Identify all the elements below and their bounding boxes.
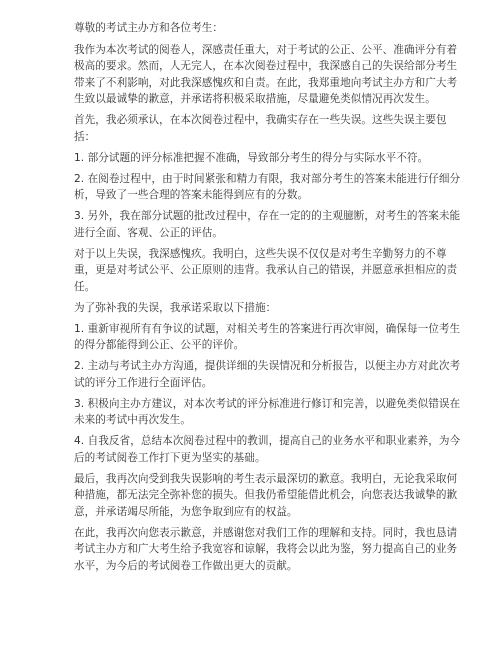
mistake-item-1: 1. 部分试题的评分标准把握不准确，导致部分考生的得分与实际水平不符。 — [74, 151, 429, 164]
paragraph-closing: 在此，我再次向您表示歉意，并感谢您对我们工作的理解和支持。同时，我也恳请考试主办方和广大考生给予我宽容和谅解，我将会以此为鉴，努力提高自己的业务水平，为今后的考试阅卷工作做出更大的贡献。 — [74, 526, 458, 572]
mistake-item-3: 3. 另外，我在部分试题的批改过程中，存在一定的的主观臆断，对考生的答案未能进行全面、客观、公正的评估。 — [74, 210, 461, 239]
paragraph-measures-intro: 为了弥补我的失误，我承诺采取以下措施： — [74, 301, 277, 314]
paragraph-intro: 我作为本次考试的阅卷人，深感责任重大，对于考试的公正、公平、准确评分有着极高的要求。然而，人无完人，在本次阅卷过程中，我深感自己的失误给部分考生带来了不利影响，对此我深感愧疚和自责。在此，我郑重地向考试主办方和广大考生致以最诚挚的歉意，并承诺将积极采取措施，尽量避免类似情况再次发生。 — [74, 43, 458, 105]
measure-item-1: 1. 重新审视所有有争议的试题，对相关考生的答案进行再次审阅，确保每一位考生的得分都能得到公正、公平的评价。 — [74, 322, 461, 351]
mistake-item-2: 2. 在阅卷过程中，由于时间紧张和精力有限，我对部分考生的答案未能进行仔细分析，导致了一些合理的答案未能得到应有的分数。 — [74, 172, 461, 201]
paragraph-apology: 最后，我再次向受到我失误影响的考生表示最深切的歉意。我明白，无论我采取何种措施，都无法完全弥补您的损失。但我仍希望能借此机会，向您表达我诚挚的歉意，并承诺竭尽所能，为您争取到应有的权益。 — [74, 472, 458, 518]
measure-item-4: 4. 自我反省，总结本次阅卷过程中的教训，提高自己的业务水平和职业素养，为今后的考试阅卷工作打下更为坚实的基础。 — [74, 435, 461, 464]
paragraph-remorse: 对于以上失误，我深感愧疚。我明白，这些失误不仅仅是对考生辛勤努力的不尊重，更是对考试公平、公正原则的违背。我承认自己的错误，并愿意承担相应的责任。 — [74, 247, 458, 293]
measure-item-3: 3. 积极向主办方建议，对本次考试的评分标准进行修订和完善，以避免类似错误在未来的考试中再次发生。 — [74, 397, 461, 426]
salutation: 尊敬的考试主办方和各位考生： — [74, 22, 224, 34]
paragraph-admission: 首先，我必须承认，在本次阅卷过程中，我确实存在一些失误。这些失误主要包括： — [74, 114, 447, 143]
measure-item-2: 2. 主动与考试主办方沟通，提供详细的失误情况和分析报告，以便主办方对此次考试的评分工作进行全面评估。 — [74, 360, 461, 389]
